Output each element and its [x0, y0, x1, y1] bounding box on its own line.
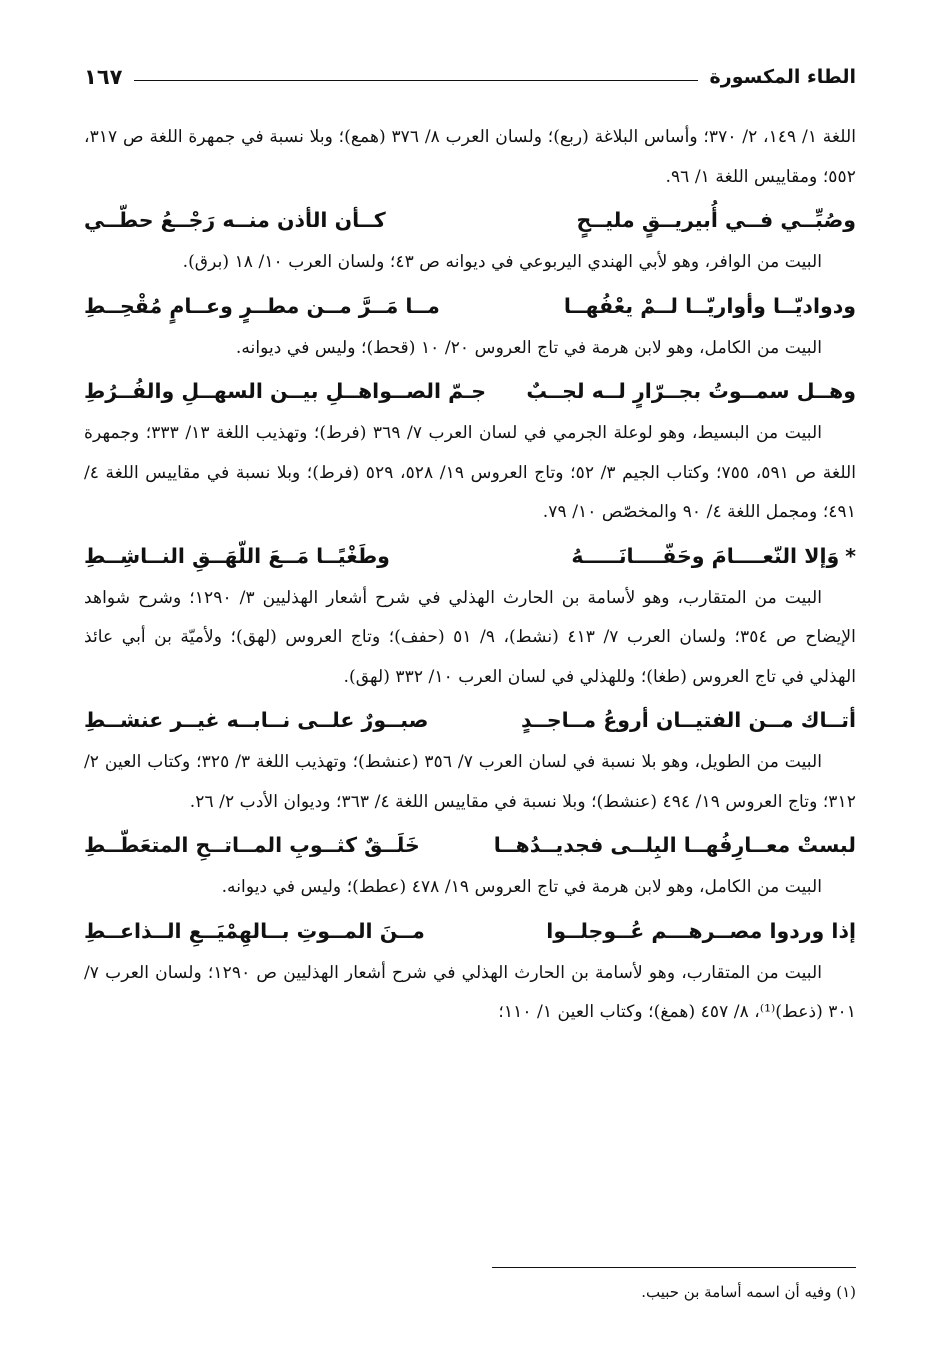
footnote: (١) وفيه أن اسمه أسامة بن حبيب.	[641, 1283, 856, 1301]
citation-paragraph: اللغة ١/ ١٤٩، ٢/ ٣٧٠؛ وأساس البلاغة (ربع)؛ ولسان العرب ٨/ ٣٧٦ (همع)؛ وبلا نسبة في جمهرة اللغة ص ٣١٧، ٥٥٢؛ ومقاييس اللغة ١/ ٩٦.	[84, 127, 856, 187]
verse-second-hemistich: مــنَ المــوتِ بــالهِمْيَــعِ الــذاعــطِ	[84, 918, 425, 943]
verse-line	[84, 697, 856, 743]
verse-line	[84, 908, 856, 954]
verse-line	[84, 197, 856, 243]
verse-second-hemistich: وطَغْيًــا مَــعَ اللّهَــقِ النــاشِــطِ	[84, 543, 390, 568]
asterisk-marker: *	[845, 543, 856, 568]
citation-paragraph: البيت من الكامل، وهو لابن هرمة في تاج العروس ١٩/ ٤٧٨ (عطط)؛ وليس في ديوانه.	[221, 877, 822, 897]
running-header	[84, 62, 856, 92]
citation-paragraph: البيت من الوافر، وهو لأبي الهندي اليربوعي في ديوانه ص ٤٣؛ ولسان العرب ١٠/ ١٨ (برق).	[182, 252, 822, 272]
verse-line	[84, 283, 856, 329]
verse-second-hemistich: خَلَــقٌ كثــوبِ المــاتــحِ المتعَطّــطِ	[84, 833, 420, 857]
citation-paragraph: البيت من الكامل، وهو لابن هرمة في تاج العروس ٢٠/ ١٠ (قحط)؛ وليس في ديوانه.	[235, 337, 822, 358]
verse-first-hemistich-text: وَإلا النّعــــامَ وحَفّــــانَـــــهُ	[571, 543, 840, 568]
verse-second-hemistich: صبــورٌ علــى نــابــه غيــر عنشــطِ	[84, 708, 429, 732]
verse-first-hemistich: لبستْ معــارِفُهــا البِلــى فجديــدُهــا	[493, 833, 856, 857]
verse-first-hemistich: إذا وردوا مصــرهـــم عُــوجلــوا	[546, 918, 856, 943]
verse-second-hemistich: جـمّ الصــواهــلِ بيــن السهــلِ والفُــرُطِ	[84, 379, 486, 403]
chapter-title: الطاء المكسورة	[709, 66, 856, 88]
verse-line	[84, 368, 856, 414]
verse-first-hemistich: أتــاك مــن الفتيــان أروعُ مــاجــدٍ	[521, 708, 856, 732]
citation-paragraph: البيت من المتقارب، وهو لأسامة بن الحارث الهذلي في شرح أشعار الهذليين ص ١٢٩٠؛ ولسان العرب ٧/ ٣٠١ (ذعط)⁽¹⁾، ٨/ ٤٥٧ (همغ)؛ وكتاب العين ١/ ١١٠؛	[84, 962, 856, 1022]
citation-paragraph: البيت من الطويل، وهو بلا نسبة في لسان العرب ٧/ ٣٥٦ (عنشط)؛ وتهذيب اللغة ٣/ ٣٢٥؛ وكتاب العين ٢/ ٣١٢؛ وتاج العروس ١٩/ ٤٩٤ (عنشط)؛ وبلا نسبة في مقاييس اللغة ٤/ ٣٦٣؛ وديوان الأدب ٢/ ٢٦.	[84, 752, 856, 812]
verse-second-hemistich: مــا مَــرَّ مــن مطــرٍ وعــامٍ مُقْحِــطِ	[84, 293, 440, 318]
verse-first-hemistich: وهــل سمــوتُ بجــرّارٍ لــه لجــبٌ	[526, 379, 856, 403]
footnote-rule	[492, 1267, 856, 1268]
verse-second-hemistich: كــأن الأذن منــه رَجْــعُ حطّــي	[84, 208, 386, 232]
header-rule	[134, 80, 697, 81]
verse-first-hemistich: وصُبِّــي فــي أُبيريــقٍ مليــحٍ	[576, 208, 856, 232]
verse-first-hemistich: ودواديّــا وأواريّــا لــمْ يعْفُهــا	[563, 293, 856, 318]
verse-line	[84, 822, 856, 868]
citation-paragraph: البيت من البسيط، وهو لوعلة الجرمي في لسان العرب ٧/ ٣٦٩ (فرط)؛ وتهذيب اللغة ١٣/ ٣٣٣؛ وجمهرة اللغة ص ٥٩١، ٧٥٥؛ وكتاب الجيم ٣/ ٥٢؛ وتاج العروس ١٩/ ٥٢٨، ٥٢٩ (فرط)؛ وبلا نسبة في مقاييس اللغة ٤/ ٤٩١؛ ومجمل اللغة ٤/ ٩٠ والمخصّص ١٠/ ٧٩.	[84, 423, 857, 522]
page-body	[84, 118, 856, 1033]
verse-first-hemistich	[571, 544, 856, 568]
verse-line	[84, 533, 856, 579]
citation-paragraph: البيت من المتقارب، وهو لأسامة بن الحارث الهذلي في شرح أشعار الهذليين ٣/ ١٢٩٠؛ وشرح شواهد الإيضاح ص ٣٥٤؛ ولسان العرب ٧/ ٤١٣ (نشط)، ٩/ ٥١ (حفف)؛ وتاج العروس (لهق)؛ ولأميّة بن أبي عائذ الهذلي في تاج العروس (طغا)؛ وللهذلي في لسان العرب ١٠/ ٣٣٢ (لهق).	[84, 587, 856, 687]
page-number: ١٦٧	[84, 65, 123, 89]
